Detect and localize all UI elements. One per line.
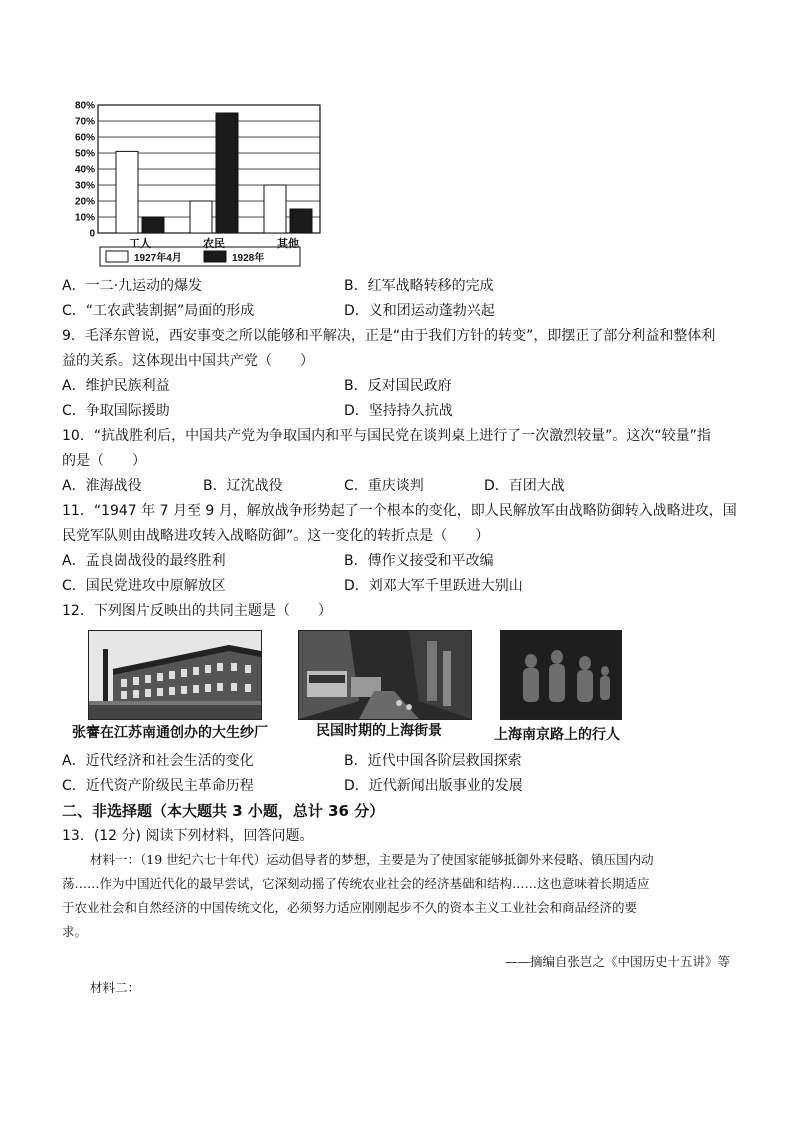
- section2-title: 二、非选择题（本大题共 3 小题，总计 36 分）: [62, 802, 385, 820]
- q12-option-a: A．近代经济和社会生活的变化: [62, 753, 254, 769]
- bar-chart: [62, 96, 332, 271]
- y-tick-label: 80%: [74, 100, 95, 112]
- q9-option-b: B．反对国民政府: [344, 378, 452, 394]
- y-tick-label: 60%: [74, 132, 95, 144]
- x-tick-label: 工人: [129, 238, 151, 250]
- q10-option-b: B．辽沈战役: [203, 478, 283, 494]
- q12-option-b: B．近代中国各阶层救国探索: [344, 753, 522, 769]
- q12-option-d: D．近代新闻出版事业的发展: [344, 778, 523, 794]
- q11-option-a: A．孟良崮战役的最终胜利: [62, 553, 226, 569]
- material1-source: ——摘编自张岂之《中国历史十五讲》等: [504, 954, 730, 969]
- q10-stem-line1: 10．“抗战胜利后，中国共产党为争取国内和平与国民党在谈判桌上进行了一次激烈较量”。这次“较量”指: [62, 428, 711, 444]
- y-tick-label: 0: [89, 228, 95, 240]
- q9-option-a: A．维护民族利益: [62, 378, 170, 394]
- q10-option-a: A．淮海战役: [62, 478, 142, 494]
- q13-stem: 13．(12 分) 阅读下列材料，回答问题。: [62, 828, 314, 844]
- q8-option-b: B．红军战略转移的完成: [344, 278, 494, 294]
- bar-chart-svg: [62, 96, 332, 271]
- legend-label-0: 1927年4月: [134, 253, 182, 264]
- q9-stem-line2: 益的关系。这体现出中国共产党（ ）: [62, 353, 314, 369]
- legend-swatch-0: [106, 251, 128, 262]
- q8-option-c: C．“工农武装割据”局面的形成: [62, 303, 255, 319]
- photo-caption-factory: 张謇在江苏南通创办的大生纱厂: [72, 725, 268, 741]
- photo-street: [298, 630, 472, 720]
- bar-1-1: [216, 113, 238, 233]
- q11-option-b: B．傅作义接受和平改编: [344, 553, 494, 569]
- material1-line2: 荡……作为中国近代化的最早尝试，它深刻动摇了传统农业社会的经济基础和结构……这也意味着长期适应: [62, 876, 650, 891]
- factory-illustration: [89, 631, 261, 719]
- q8-option-a: A．一二·九运动的爆发: [62, 278, 203, 294]
- q10-option-c: C．重庆谈判: [344, 478, 424, 494]
- photo-caption-pedestrians: 上海南京路上的行人: [494, 727, 620, 743]
- q12-option-c: C．近代资产阶级民主革命历程: [62, 778, 254, 794]
- pedestrians-illustration: [501, 631, 621, 719]
- q12-stem: 12．下列图片反映出的共同主题是（ ）: [62, 603, 332, 619]
- photo-factory: [88, 630, 262, 720]
- photo-caption-street: 民国时期的上海街景: [316, 723, 442, 739]
- q11-stem-line2: 民党军队则由战略进攻转入战略防御”。这一变化的转折点是（ ）: [62, 528, 490, 544]
- y-tick-label: 30%: [74, 180, 95, 192]
- material1-line4: 求。: [62, 924, 88, 939]
- y-tick-label: 10%: [74, 212, 95, 224]
- bar-1-0: [142, 217, 164, 233]
- q11-option-d: D．刘邓大军千里跃进大别山: [344, 578, 523, 594]
- x-tick-label: 农民: [203, 238, 225, 250]
- y-tick-label: 50%: [74, 148, 95, 160]
- material1-line3: 于农业社会和自然经济的中国传统文化，必须努力适应刚刚起步不久的资本主义工业社会和商品经济的要: [62, 900, 638, 915]
- y-tick-label: 40%: [74, 164, 95, 176]
- q8-option-d: D．义和团运动蓬勃兴起: [344, 303, 495, 319]
- bar-0-2: [264, 185, 286, 233]
- q10-stem-line2: 的是（ ）: [62, 453, 146, 469]
- legend-swatch-1: [204, 251, 226, 262]
- street-illustration: [299, 631, 471, 719]
- q9-option-c: C．争取国际援助: [62, 403, 170, 419]
- q10-option-d: D．百团大战: [484, 478, 565, 494]
- material1-line1: 材料一：（19 世纪六七十年代）运动倡导者的梦想，主要是为了使国家能够抵御外来侵略、镇压国内动: [90, 852, 654, 867]
- legend-label-1: 1928年: [232, 253, 265, 264]
- q9-stem-line1: 9．毛泽东曾说，西安事变之所以能够和平解决，正是“由于我们方针的转变”，即摆正了部分利益和整体利: [62, 328, 716, 344]
- material2-label: 材料二：: [90, 980, 141, 995]
- q11-option-c: C．国民党进攻中原解放区: [62, 578, 226, 594]
- q11-stem-line1: 11．“1947 年 7 月至 9 月，解放战争形势起了一个根本的变化，即人民解放军由战略防御转入战略进攻，国: [62, 503, 737, 519]
- y-tick-label: 20%: [74, 196, 95, 208]
- y-tick-label: 70%: [74, 116, 95, 128]
- photo-pedestrians: [500, 630, 622, 720]
- bar-0-1: [190, 201, 212, 233]
- q9-option-d: D．坚持持久抗战: [344, 403, 453, 419]
- bar-0-0: [116, 151, 138, 233]
- bar-1-2: [290, 209, 312, 233]
- x-tick-label: 其他: [277, 238, 299, 250]
